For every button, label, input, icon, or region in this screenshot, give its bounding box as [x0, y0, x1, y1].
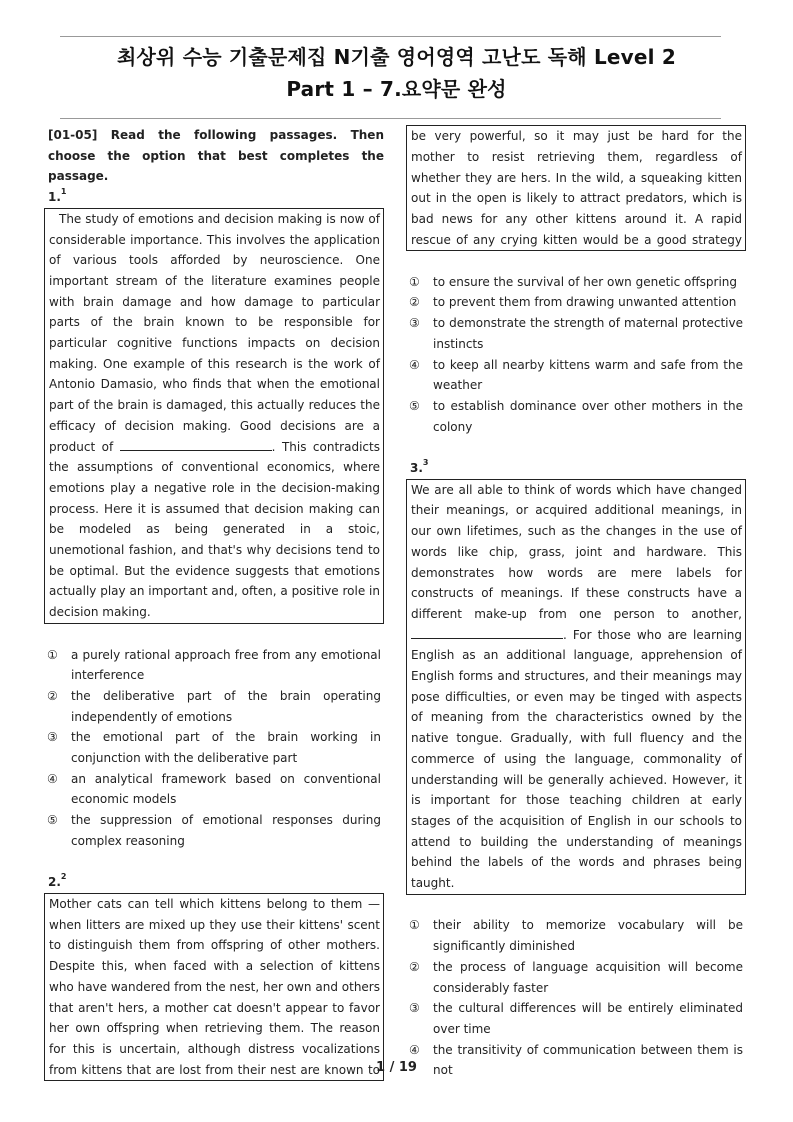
option-mark: ② [409, 959, 420, 974]
option-text: to establish dominance over other mothers in the colony [433, 398, 743, 434]
option-text: to demonstrate the strength of maternal protective instincts [433, 316, 743, 351]
footnote-marker: 1 [60, 187, 67, 197]
question-number [44, 872, 384, 893]
option-item[interactable] [44, 810, 384, 851]
option-mark: ③ [409, 316, 420, 331]
option-mark: ⑤ [47, 813, 58, 828]
option-text: an analytical framework based on conventional economic models [71, 771, 381, 807]
page-number: 1 / 19 [376, 1060, 417, 1075]
option-item[interactable] [44, 686, 384, 727]
option-mark: ① [409, 274, 420, 289]
option-item[interactable] [406, 292, 746, 313]
option-mark: ① [47, 647, 58, 662]
left-column [44, 125, 384, 1081]
passage-text: We are all able to think of words which have changed their meanings, or acquired additional meanings, in our own lifetimes, such as the changes in the use of words like chip, grass, joint and hardware. This demonstrates how words are mere labels for constructs of meanings. If these constructs have a different make-up from one person to another, [411, 482, 742, 621]
passage-box [44, 893, 384, 1081]
option-text: the cultural differences will be entirely eliminated over time [433, 1001, 743, 1036]
option-mark: ④ [409, 357, 420, 372]
option-text: to ensure the survival of her own genetic offspring [433, 274, 738, 289]
option-item[interactable] [406, 915, 746, 956]
option-text: the deliberative part of the brain operating independently of emotions [71, 688, 381, 724]
page-title: 최상위 수능 기출문제집 N기출 영어영역 고난도 독해 Level 2 [116, 45, 677, 69]
option-text: to prevent them from drawing unwanted attention [433, 295, 737, 310]
answer-options [406, 272, 746, 438]
option-mark: ② [409, 295, 420, 310]
option-mark: ⑤ [409, 398, 420, 413]
question-number-label: 3. [410, 461, 423, 475]
instructions: [01-05] Read the following passages. Then choose the option that best completes the passage. [48, 128, 384, 184]
option-item[interactable] [44, 645, 384, 686]
option-mark: ② [47, 688, 58, 703]
footnote-marker: 3 [422, 458, 429, 467]
page-subtitle: Part 1 – 7.요약문 완성 [286, 77, 507, 101]
option-item[interactable] [406, 313, 746, 354]
option-item[interactable] [406, 998, 746, 1039]
option-item[interactable] [44, 769, 384, 810]
passage-text: . For those who are learning English as an additional language, apprehension of English forms and structures, and their meanings may pose difficulties, or even may be tinged with aspects of meaning from the characteristics owned by the native tongue. Gradually, with full fluency and the commerce of using the language, commonality of understanding will be generally achieved. However, it is important for those teaching children at early stages of the acquisition of English in our schools to attend to building the understanding of meanings behind the labels of the words and phrases being taught. [411, 627, 742, 891]
option-mark: ① [409, 918, 420, 933]
option-text: the emotional part of the brain working in conjunction with the deliberative part [71, 730, 381, 766]
question-number [406, 458, 746, 479]
question-number-label: 1. [48, 190, 61, 205]
option-text: a purely rational approach free from any emotional interference [71, 647, 381, 683]
passage-continuation-box [406, 125, 746, 251]
option-text: the transitivity of communication between them is not [433, 1042, 743, 1078]
answer-options [406, 915, 746, 1081]
option-text: their ability to memorize vocabulary will be significantly diminished [433, 918, 743, 954]
top-rule [60, 36, 721, 37]
option-text: the process of language acquisition will become considerably faster [433, 959, 743, 995]
passage-text: Mother cats can tell which kittens belong to them — when litters are mixed up they use their kittens' scent to distinguish them from offspring of other mothers. Despite this, when faced with a selection of kittens who have wandered from the nest, her own and others that aren't hers, a mother cat doesn't appear to favor her own offspring when retrieving them. The reason for this is uncertain, although distress vocalizations from kittens that are lost from their nest are known to [49, 896, 380, 1077]
passage-text: be very powerful, so it may just be hard for the mother to resist retrieving them, regardless of whether they are hers. In the wild, a squeaking kitten out in the open is likely to attract predators, which is bad news for any other kittens around it. A rapid rescue of any crying kitten would be a good strategy [411, 129, 742, 247]
passage-box [44, 208, 384, 624]
answer-blank [120, 437, 272, 451]
footnote-marker: 2 [60, 872, 67, 882]
option-item[interactable] [406, 957, 746, 998]
option-text: the suppression of emotional responses during complex reasoning [71, 813, 381, 848]
option-mark: ③ [47, 730, 58, 745]
passage-text: The study of emotions and decision making is now of considerable importance. This involves the application of various tools afforded by neuroscience. One important stream of the literature examines people with brain damage and how damage to particular parts of the brain known to be responsible for particular cognitive functions impacts on decision making. One example of this research is the work of Antonio Damasio, who finds that when the emotional part of the brain is damaged, this actually reduces the efficacy of decision making. Good decisions are a product of [49, 211, 380, 454]
question-number [44, 187, 384, 208]
option-item[interactable] [406, 272, 746, 293]
option-mark: ④ [409, 1042, 420, 1057]
option-item[interactable] [44, 727, 384, 768]
right-column [406, 125, 746, 1081]
option-mark: ③ [409, 1001, 420, 1016]
option-mark: ④ [47, 771, 58, 786]
passage-text: . This contradicts the assumptions of conventional economics, where emotions play a negative role in the decision-making process. Here it is assumed that decision making can be modeled as being generated in a stoic, unemotional fashion, and that's why decisions tend to be optimal. But the evidence suggests that emotions actually play an important and, often, a positive role in decision making. [49, 439, 380, 620]
option-item[interactable] [406, 355, 746, 396]
header-rule [60, 118, 721, 119]
option-item[interactable] [406, 396, 746, 437]
passage-box [406, 479, 746, 895]
option-text: to keep all nearby kittens warm and safe from the weather [433, 357, 743, 393]
question-number-label: 2. [48, 875, 61, 890]
answer-options [44, 645, 384, 852]
answer-blank [411, 625, 563, 639]
